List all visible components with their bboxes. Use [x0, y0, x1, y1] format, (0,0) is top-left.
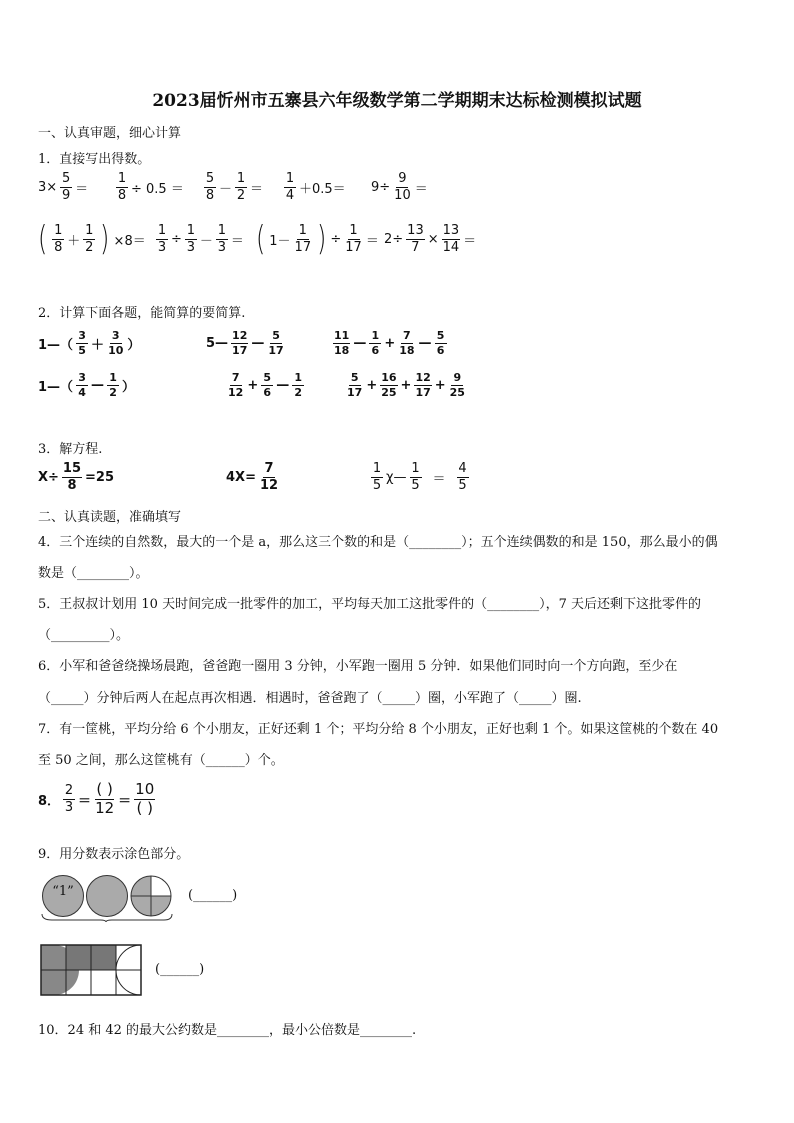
question-5-line-2: （_________）。 [38, 628, 130, 643]
q1-expr-3: $\frac{5}{8}$ － $\frac{1}{2}$ ＝ [205, 171, 264, 203]
q1-expr-9: 2÷ $\frac{13}{7}$ × $\frac{13}{14}$ ＝ [384, 223, 477, 255]
q1-expr-4: $\frac{1}{4}$ ＋0.5＝ [285, 171, 346, 203]
q1-expr-8: ( 1－ $\frac{1}{17}$ ) ÷ $\frac{1}{17}$ ＝ [255, 219, 379, 259]
q9-answer-blank-2[interactable]: (______) [155, 962, 205, 977]
q1-expr-1: 3× $\frac{5}{9}$ ＝ [38, 171, 89, 203]
question-9-label: 9．用分数表示涂色部分。 [38, 847, 190, 862]
page-title: 2023届忻州市五寨县六年级数学第二学期期末达标检测模拟试题 [152, 91, 642, 111]
section-2-heading: 二、认真读题，准确填写 [38, 510, 182, 525]
question-4-line-2: 数是（________）。 [38, 566, 149, 581]
question-3-label: 3．解方程. [38, 442, 103, 457]
q2-expr-3: $\frac{11}{18}$ — $\frac{1}{6}$ + $\frac{7}{18}$ — $\frac{5}{6}$ [332, 330, 448, 356]
q1-expr-6: ( $\frac{1}{8}$ ＋ $\frac{1}{2}$ ) ×8＝ [37, 219, 146, 259]
q2-expr-2: 5— $\frac{12}{17}$ — $\frac{5}{17}$ [206, 329, 284, 357]
question-10: 10．24 和 42 的最大公约数是________，最小公倍数是________. [38, 1023, 417, 1038]
q3-equation-1: X÷ $\frac{15}{8}$ =25 [38, 461, 114, 493]
unit-one-label: “1” [52, 884, 74, 899]
q9-answer-blank-1[interactable]: (______) [188, 888, 238, 903]
question-2-label: 2．计算下面各题，能简算的要简算. [38, 306, 246, 321]
question-5-line-1: 5．王叔叔计划用 10 天时间完成一批零件的加工，平均每天加工这批零件的（________），7 天后还剩下这批零件的 [38, 597, 701, 612]
q2-expr-1: 1—（ $\frac{3}{5}$ ＋ $\frac{3}{10}$ ） [38, 329, 141, 357]
q3-equation-2: 4X= $\frac{7}{12}$ [226, 461, 279, 493]
brace [38, 882, 178, 922]
question-4-line-1: 4．三个连续的自然数，最大的一个是 a，那么这三个数的和是（________）；五个连续偶数的和是 150，那么最小的偶 [38, 535, 718, 550]
rectangle-figure [40, 944, 142, 996]
section-1-heading: 一、认真审题，细心计算 [38, 126, 182, 141]
question-6-line-2: （_____）分钟后两人在起点再次相遇．相遇时，爸爸跑了（_____）圈，小军跑了（_____）圈. [38, 691, 582, 706]
q2-expr-5: $\frac{7}{12}$ + $\frac{5}{6}$ — $\frac{1}{2}$ [226, 372, 305, 398]
question-7-line-1: 7．有一筐桃，平均分给 6 个小朋友，正好还剩 1 个；平均分给 8 个小朋友，正好也剩 1 个。如果这筐桃的个数在 40 [38, 722, 719, 737]
q1-expr-7: $\frac{1}{3}$ ÷ $\frac{1}{3}$ － $\frac{1}{3}$ ＝ [157, 223, 244, 255]
q3-equation-3: $\frac{1}{5}$ χ— $\frac{1}{5}$ ＝ $\frac{4}{5}$ [372, 461, 467, 493]
q2-expr-4: 1—（ $\frac{3}{4}$ — $\frac{1}{2}$ ） [38, 371, 136, 399]
question-6-line-1: 6．小军和爸爸绕操场晨跑，爸爸跑一圈用 3 分钟，小军跑一圈用 5 分钟．如果他们同时向一个方向跑，至少在 [38, 659, 678, 674]
question-1-label: 1．直接写出得数。 [38, 152, 151, 167]
q2-expr-6: $\frac{5}{17}$ + $\frac{16}{25}$ + $\frac{12}{17}$ + $\frac{9}{25}$ [347, 371, 465, 399]
q1-expr-2: $\frac{1}{8}$ ÷ 0.5 ＝ [117, 171, 184, 203]
question-8: 8． $\frac{2}{3}$ ＝ $\frac{( )}{12}$ ＝ $\frac{10}{( )}$ [38, 780, 155, 817]
q1-expr-5: 9÷ $\frac{9}{10}$ ＝ [371, 171, 428, 203]
question-7-line-2: 至 50 之间，那么这筐桃有（______）个。 [38, 753, 284, 768]
